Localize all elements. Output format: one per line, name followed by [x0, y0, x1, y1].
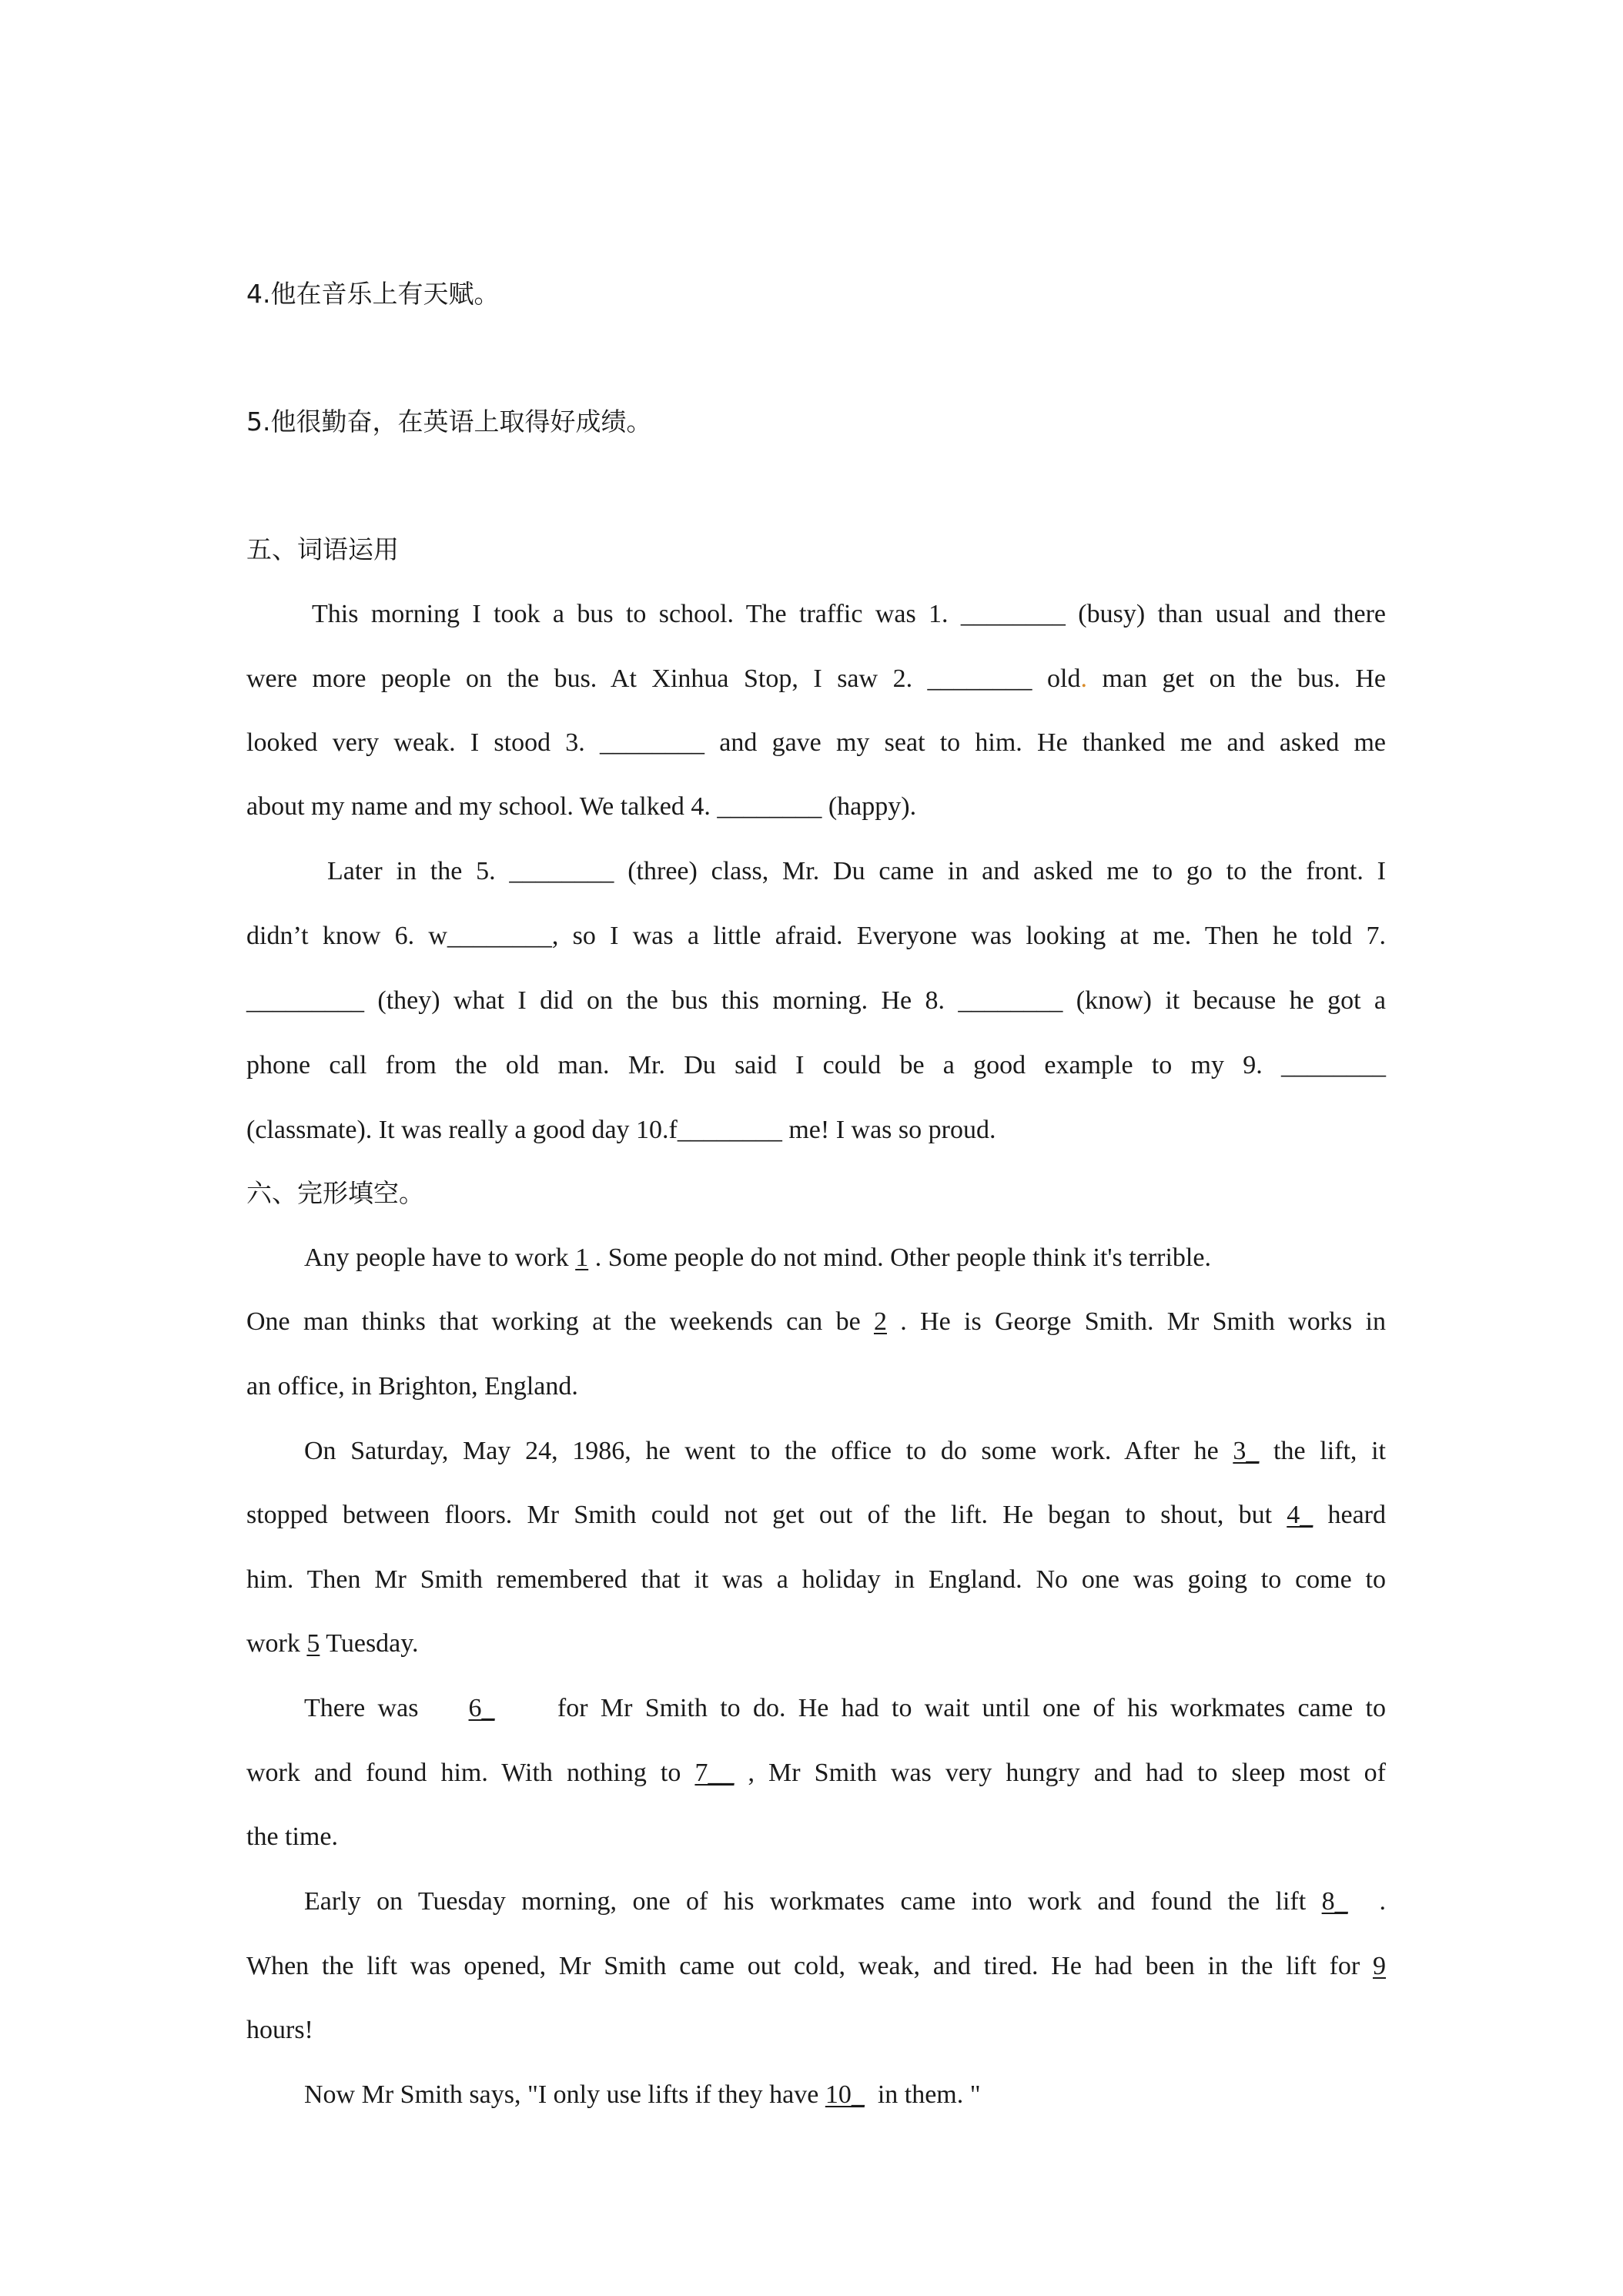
section-5-line-7: _________ (they) what I did on the bus this morning. He 8. ________ (know) it because he got a [246, 986, 1386, 1015]
section-5-line-3: looked very weak. I stood 3. ________ and gave my seat to him. He thanked me and asked me [246, 728, 1386, 757]
section-6-line-10: the time. [246, 1822, 338, 1851]
blank-5: 5 [306, 1629, 320, 1658]
blank-10: 10_ [825, 2080, 865, 2109]
blank-2: 2 [873, 1307, 887, 1336]
section-6-line-7: work 5 Tuesday. [246, 1629, 419, 1658]
section-5-line-4: about my name and my school. We talked 4. ________ (happy). [246, 792, 917, 821]
section-5-line-5: Later in the 5. ________ (three) class, Mr. Du came in and asked me to go to the front. I [327, 857, 1386, 885]
section-6-line-12: When the lift was opened, Mr Smith came out cold, weak, and tired. He had been in the lift for 9 [246, 1952, 1386, 1980]
section-6-title: 六、完形填空。 [246, 1178, 424, 1208]
blank-9: 9 [1373, 1952, 1386, 1980]
section-5-line-8: phone call from the old man. Mr. Du said I could be a good example to my 9. ________ [246, 1051, 1386, 1079]
blank-4: 4_ [1287, 1501, 1313, 1529]
section-5-line-1: This morning I took a bus to school. The traffic was 1. ________ (busy) than usual and there [312, 600, 1386, 628]
section-6-line-1: Any people have to work 1 . Some people do not mind. Other people think it's terrible. [304, 1243, 1211, 1272]
section-6-line-11: Early on Tuesday morning, one of his workmates came into work and found the lift 8_ . [304, 1887, 1386, 1916]
section-6-line-4: On Saturday, May 24, 1986, he went to the office to do some work. After he 3_ the lift, it [304, 1437, 1386, 1465]
section-6-line-9: work and found him. With nothing to 7__ , Mr Smith was very hungry and had to sleep most of [246, 1759, 1386, 1787]
blank-8: 8_ [1321, 1887, 1348, 1916]
blank-7: 7__ [694, 1759, 735, 1787]
translation-item-4: 4.他在音乐上有天赋。 [246, 279, 500, 309]
section-6-line-3: an office, in Brighton, England. [246, 1372, 578, 1401]
section-5-title: 五、词语运用 [246, 534, 399, 564]
section-6-line-13: hours! [246, 2016, 313, 2044]
section-6-line-14: Now Mr Smith says, "I only use lifts if they have 10_ in them. " [304, 2080, 981, 2109]
stray-dot: . [1080, 664, 1088, 693]
blank-6: 6_ [468, 1694, 495, 1722]
section-6-line-8: There was 6_ for Mr Smith to do. He had to wait until one of his workmates came to [304, 1694, 1386, 1722]
blank-3: 3_ [1233, 1437, 1260, 1465]
section-5-line-2: were more people on the bus. At Xinhua Stop, I saw 2. ________ old. man get on the bus. He [246, 664, 1386, 693]
section-6-line-2: One man thinks that working at the weekends can be 2 . He is George Smith. Mr Smith works in [246, 1307, 1386, 1336]
section-6-line-6: him. Then Mr Smith remembered that it was a holiday in England. No one was going to come to [246, 1565, 1386, 1594]
blank-1: 1 [575, 1243, 589, 1272]
section-6-line-5: stopped between floors. Mr Smith could not get out of the lift. He began to shout, but 4_ heard [246, 1501, 1386, 1529]
translation-item-5: 5.他很勤奋，在英语上取得好成绩。 [246, 407, 652, 437]
section-5-line-6: didn’t know 6. w________, so I was a little afraid. Everyone was looking at me. Then he told 7. [246, 922, 1386, 950]
section-5-line-9: (classmate). It was really a good day 10.f________ me! I was so proud. [246, 1116, 996, 1144]
